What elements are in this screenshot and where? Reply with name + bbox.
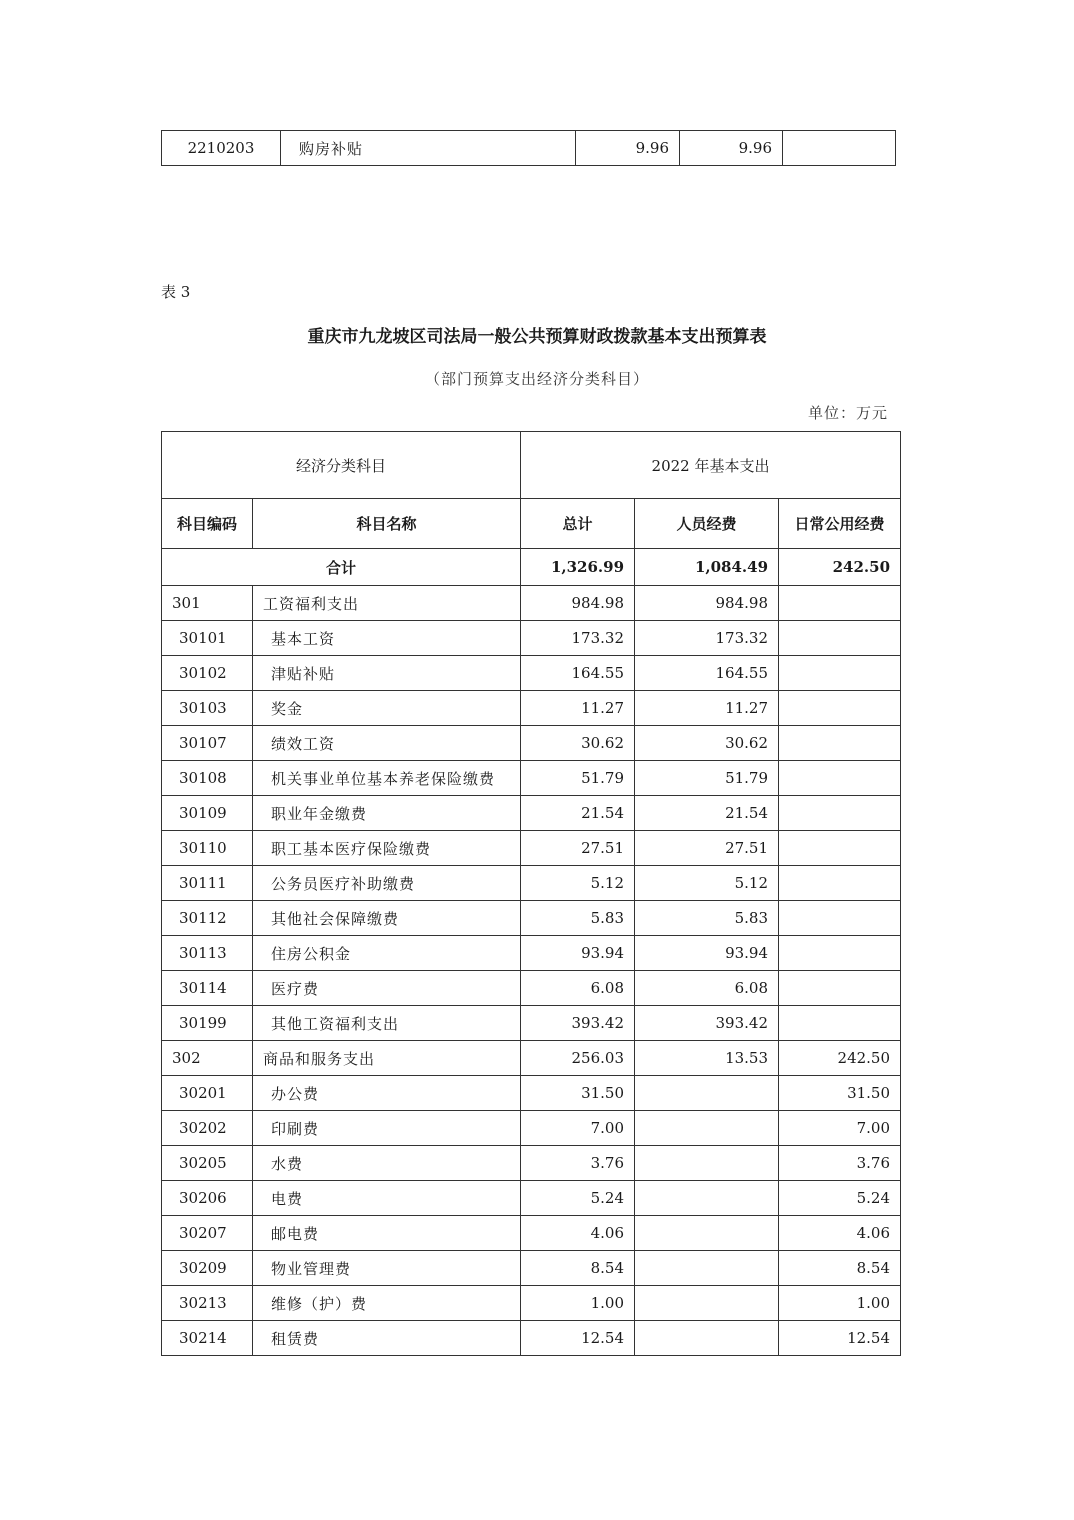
row-personnel: 13.53 — [635, 1041, 779, 1076]
row-name: 邮电费 — [253, 1216, 521, 1251]
row-name: 商品和服务支出 — [253, 1041, 521, 1076]
header-row-1 — [162, 432, 901, 499]
row-total: 5.12 — [521, 866, 635, 901]
row-code: 30102 — [162, 656, 253, 691]
table-row — [162, 1041, 901, 1076]
row-name: 基本工资 — [253, 621, 521, 656]
row-code: 30103 — [162, 691, 253, 726]
row-public — [779, 621, 901, 656]
header-row-2 — [162, 499, 901, 549]
row-code: 302 — [162, 1041, 253, 1076]
row-name: 租赁费 — [253, 1321, 521, 1356]
row-personnel — [635, 1076, 779, 1111]
table-row — [162, 1216, 901, 1251]
row-name: 津贴补贴 — [253, 656, 521, 691]
row-code: 30107 — [162, 726, 253, 761]
row-public — [779, 936, 901, 971]
row-name: 职业年金缴费 — [253, 796, 521, 831]
continuation-table — [161, 130, 896, 166]
header-personnel: 人员经费 — [635, 499, 779, 549]
table-row — [162, 1321, 901, 1356]
row-total: 3.76 — [521, 1146, 635, 1181]
row-personnel: 984.98 — [635, 586, 779, 621]
row-public — [779, 656, 901, 691]
row-total: 256.03 — [521, 1041, 635, 1076]
row-name: 住房公积金 — [253, 936, 521, 971]
row-public — [779, 691, 901, 726]
row-code: 30109 — [162, 796, 253, 831]
row-total: 4.06 — [521, 1216, 635, 1251]
row-total: 12.54 — [521, 1321, 635, 1356]
row-total: 1.00 — [521, 1286, 635, 1321]
row-public: 12.54 — [779, 1321, 901, 1356]
header-name: 科目名称 — [253, 499, 521, 549]
row-total: 9.96 — [576, 131, 680, 166]
row-total: 11.27 — [521, 691, 635, 726]
row-name: 水费 — [253, 1146, 521, 1181]
header-public: 日常公用经费 — [779, 499, 901, 549]
row-personnel: 93.94 — [635, 936, 779, 971]
unit-label: 单位：万元 — [807, 404, 888, 422]
table-row — [162, 1146, 901, 1181]
row-name: 机关事业单位基本养老保险缴费 — [253, 761, 521, 796]
header-economic-category: 经济分类科目 — [162, 432, 521, 499]
row-personnel — [635, 1321, 779, 1356]
row-name: 工资福利支出 — [253, 586, 521, 621]
row-code: 30108 — [162, 761, 253, 796]
row-name: 公务员医疗补助缴费 — [253, 866, 521, 901]
row-public — [779, 1006, 901, 1041]
header-code: 科目编码 — [162, 499, 253, 549]
row-code: 30202 — [162, 1111, 253, 1146]
row-name: 绩效工资 — [253, 726, 521, 761]
row-personnel — [635, 1181, 779, 1216]
header-basic-expenditure: 2022 年基本支出 — [521, 432, 901, 499]
row-personnel: 9.96 — [680, 131, 783, 166]
row-personnel — [635, 1146, 779, 1181]
row-public — [779, 901, 901, 936]
row-total: 6.08 — [521, 971, 635, 1006]
row-code: 30209 — [162, 1251, 253, 1286]
row-personnel: 5.83 — [635, 901, 779, 936]
row-public — [779, 586, 901, 621]
table-row — [162, 901, 901, 936]
row-total: 93.94 — [521, 936, 635, 971]
table-row — [162, 131, 896, 166]
row-personnel: 164.55 — [635, 656, 779, 691]
row-code: 30199 — [162, 1006, 253, 1041]
row-code: 30113 — [162, 936, 253, 971]
table-row — [162, 1286, 901, 1321]
row-code: 30101 — [162, 621, 253, 656]
table-row — [162, 1076, 901, 1111]
row-public: 1.00 — [779, 1286, 901, 1321]
table-row — [162, 796, 901, 831]
table-row — [162, 936, 901, 971]
row-personnel: 173.32 — [635, 621, 779, 656]
budget-table — [161, 431, 901, 1356]
row-total: 51.79 — [521, 761, 635, 796]
row-name: 办公费 — [253, 1076, 521, 1111]
total-label: 合计 — [162, 549, 521, 586]
table-row — [162, 1006, 901, 1041]
row-personnel — [635, 1251, 779, 1286]
row-personnel: 51.79 — [635, 761, 779, 796]
row-personnel: 30.62 — [635, 726, 779, 761]
row-total: 164.55 — [521, 656, 635, 691]
row-total: 30.62 — [521, 726, 635, 761]
row-personnel: 6.08 — [635, 971, 779, 1006]
row-total: 984.98 — [521, 586, 635, 621]
row-code: 30214 — [162, 1321, 253, 1356]
row-personnel: 21.54 — [635, 796, 779, 831]
row-public: 31.50 — [779, 1076, 901, 1111]
row-name: 印刷费 — [253, 1111, 521, 1146]
table-row — [162, 726, 901, 761]
table-row — [162, 621, 901, 656]
row-name: 医疗费 — [253, 971, 521, 1006]
row-total: 8.54 — [521, 1251, 635, 1286]
row-code: 2210203 — [162, 131, 281, 166]
table-label: 表 3 — [161, 283, 191, 301]
page-title: 重庆市九龙坡区司法局一般公共预算财政拨款基本支出预算表 — [307, 327, 767, 347]
row-code: 30114 — [162, 971, 253, 1006]
row-code: 301 — [162, 586, 253, 621]
table-row — [162, 1111, 901, 1146]
row-code: 30111 — [162, 866, 253, 901]
row-personnel: 27.51 — [635, 831, 779, 866]
row-personnel — [635, 1216, 779, 1251]
row-total: 173.32 — [521, 621, 635, 656]
row-name: 购房补贴 — [281, 131, 576, 166]
row-name: 其他工资福利支出 — [253, 1006, 521, 1041]
table-row — [162, 1181, 901, 1216]
row-public: 4.06 — [779, 1216, 901, 1251]
row-public: 3.76 — [779, 1146, 901, 1181]
row-public — [779, 831, 901, 866]
row-total: 5.24 — [521, 1181, 635, 1216]
row-public — [779, 726, 901, 761]
total-personnel: 1,084.49 — [635, 549, 779, 586]
row-name: 职工基本医疗保险缴费 — [253, 831, 521, 866]
table-row — [162, 761, 901, 796]
row-public: 8.54 — [779, 1251, 901, 1286]
row-public — [779, 866, 901, 901]
row-total: 31.50 — [521, 1076, 635, 1111]
table-row — [162, 866, 901, 901]
row-code: 30112 — [162, 901, 253, 936]
row-total: 7.00 — [521, 1111, 635, 1146]
row-personnel — [635, 1111, 779, 1146]
total-total: 1,326.99 — [521, 549, 635, 586]
row-public — [783, 131, 896, 166]
row-code: 30207 — [162, 1216, 253, 1251]
row-code: 30206 — [162, 1181, 253, 1216]
row-public — [779, 796, 901, 831]
row-public — [779, 761, 901, 796]
row-personnel: 393.42 — [635, 1006, 779, 1041]
row-public — [779, 971, 901, 1006]
row-public: 7.00 — [779, 1111, 901, 1146]
total-public: 242.50 — [779, 549, 901, 586]
row-code: 30205 — [162, 1146, 253, 1181]
row-public: 5.24 — [779, 1181, 901, 1216]
row-name: 维修（护）费 — [253, 1286, 521, 1321]
row-code: 30110 — [162, 831, 253, 866]
row-name: 电费 — [253, 1181, 521, 1216]
row-public: 242.50 — [779, 1041, 901, 1076]
row-code: 30201 — [162, 1076, 253, 1111]
table-row — [162, 971, 901, 1006]
table-row — [162, 656, 901, 691]
row-personnel — [635, 1286, 779, 1321]
row-total: 27.51 — [521, 831, 635, 866]
row-name: 奖金 — [253, 691, 521, 726]
row-code: 30213 — [162, 1286, 253, 1321]
table-row — [162, 831, 901, 866]
table-row — [162, 1251, 901, 1286]
header-total: 总计 — [521, 499, 635, 549]
row-name: 其他社会保障缴费 — [253, 901, 521, 936]
row-personnel: 5.12 — [635, 866, 779, 901]
total-row — [162, 549, 901, 586]
table-subtitle: （部门预算支出经济分类科目） — [424, 370, 649, 388]
table-row — [162, 586, 901, 621]
row-total: 21.54 — [521, 796, 635, 831]
table-row — [162, 691, 901, 726]
row-total: 5.83 — [521, 901, 635, 936]
row-personnel: 11.27 — [635, 691, 779, 726]
row-total: 393.42 — [521, 1006, 635, 1041]
row-name: 物业管理费 — [253, 1251, 521, 1286]
